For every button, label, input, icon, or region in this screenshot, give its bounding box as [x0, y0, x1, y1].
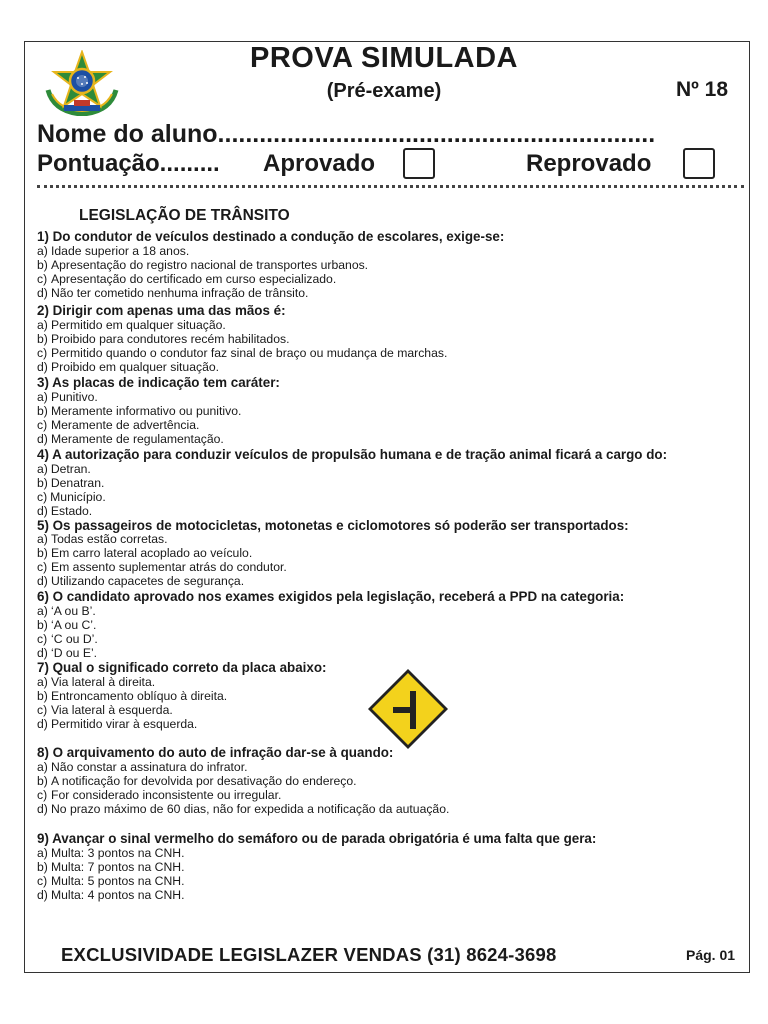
option[interactable]: d) Multa: 4 pontos na CNH. — [37, 888, 185, 902]
option[interactable]: a) Não constar a assinatura do infrator. — [37, 760, 248, 774]
score-label: Pontuação......... — [37, 150, 220, 177]
page-title: PROVA SIMULADA — [250, 42, 518, 74]
option[interactable]: d) Estado. — [37, 504, 93, 518]
option[interactable]: c) For considerado inconsistente ou irregular. — [37, 788, 282, 802]
question-2: 2) Dirigir com apenas uma das mãos é: — [37, 303, 286, 318]
page-number: Pág. 01 — [686, 947, 736, 963]
question-5: 5) Os passageiros de motocicletas, motonetas e ciclomotores só poderão ser transportados: — [37, 518, 629, 533]
question-9: 9) Avançar o sinal vermelho do semáforo ou de parada obrigatória é uma falta que gera: — [37, 831, 597, 846]
option[interactable]: b) Proibido para condutores recém habilitados. — [37, 332, 290, 346]
option[interactable]: c) Permitido quando o condutor faz sinal de braço ou mudança de marchas. — [37, 346, 448, 360]
option[interactable]: a) Multa: 3 pontos na CNH. — [37, 846, 185, 860]
approved-label: Aprovado — [263, 150, 376, 177]
score-row — [37, 150, 747, 184]
option[interactable]: b) Em carro lateral acoplado ao veículo. — [37, 546, 253, 560]
question-1: 1) Do condutor de veículos destinado a condução de escolares, exige-se: — [37, 229, 505, 244]
question-6: 6) O candidato aprovado nos exames exigidos pela legislação, receberá a PPD na categoria: — [37, 589, 625, 604]
option[interactable]: a) Punitivo. — [37, 390, 98, 404]
option[interactable]: a) Idade superior a 18 anos. — [37, 244, 190, 258]
option[interactable]: b) Entroncamento oblíquo à direita. — [37, 689, 228, 703]
option[interactable]: d) Proibido em qualquer situação. — [37, 360, 220, 374]
student-name-field[interactable]: Nome do aluno............................................................... — [37, 120, 656, 148]
footer-text: EXCLUSIVIDADE LEGISLAZER VENDAS (31) 8624-3698 — [61, 944, 557, 965]
option[interactable]: a) ‘A ou B’. — [37, 604, 96, 618]
option[interactable]: b) A notificação for devolvida por desativação do endereço. — [37, 774, 357, 788]
question-4: 4) A autorização para conduzir veículos de propulsão humana e de tração animal ficará a cargo do: — [37, 447, 668, 462]
page-subtitle: (Pré-exame) — [326, 80, 442, 102]
option[interactable]: d) Utilizando capacetes de segurança. — [37, 574, 245, 588]
option[interactable]: b) Denatran. — [37, 476, 105, 490]
option[interactable]: d) Meramente de regulamentação. — [37, 432, 224, 446]
option[interactable]: c) Município. — [37, 490, 106, 504]
side-road-warning-sign-icon — [366, 667, 450, 751]
option[interactable]: d) Não ter cometido nenhuma infração de trânsito. — [37, 286, 309, 300]
option[interactable]: a) Todas estão corretas. — [37, 532, 168, 546]
option[interactable]: c) Via lateral à esquerda. — [37, 703, 173, 717]
option[interactable]: d) ‘D ou E’. — [37, 646, 98, 660]
option[interactable]: c) ‘C ou D’. — [37, 632, 98, 646]
failed-checkbox[interactable] — [683, 148, 715, 179]
section-title: LEGISLAÇÃO DE TRÂNSITO — [79, 207, 290, 224]
failed-label: Reprovado — [526, 150, 652, 177]
question-7: 7) Qual o significado correto da placa abaixo: — [37, 660, 327, 675]
option[interactable]: c) Multa: 5 pontos na CNH. — [37, 874, 185, 888]
option[interactable]: b) Meramente informativo ou punitivo. — [37, 404, 242, 418]
option[interactable]: b) ‘A ou C’. — [37, 618, 97, 632]
dotted-divider — [37, 185, 744, 188]
option[interactable]: a) Via lateral à direita. — [37, 675, 156, 689]
option[interactable]: c) Apresentação do certificado em curso especializado. — [37, 272, 337, 286]
option[interactable]: b) Multa: 7 pontos na CNH. — [37, 860, 185, 874]
question-8: 8) O arquivamento do auto de infração dar-se à quando: — [37, 745, 394, 760]
question-3: 3) As placas de indicação tem caráter: — [37, 375, 280, 390]
option[interactable]: d) No prazo máximo de 60 dias, não for expedida a notificação da autuação. — [37, 802, 450, 816]
option[interactable]: a) Permitido em qualquer situação. — [37, 318, 226, 332]
option[interactable]: a) Detran. — [37, 462, 91, 476]
option[interactable]: b) Apresentação do registro nacional de transportes urbanos. — [37, 258, 369, 272]
option[interactable]: c) Em assento suplementar atrás do condutor. — [37, 560, 287, 574]
approved-checkbox[interactable] — [403, 148, 435, 179]
exam-number: Nº 18 — [676, 78, 729, 101]
option[interactable]: d) Permitido virar à esquerda. — [37, 717, 198, 731]
option[interactable]: c) Meramente de advertência. — [37, 418, 200, 432]
